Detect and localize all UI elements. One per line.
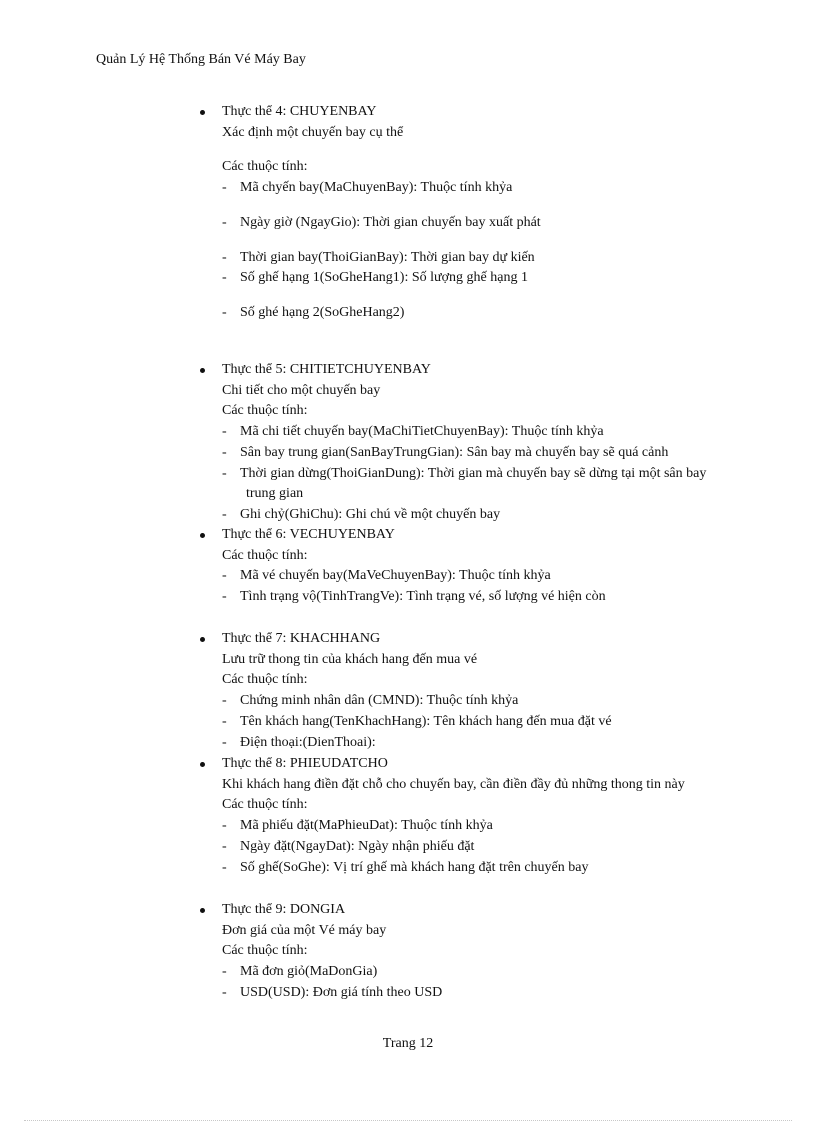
entity-title: Thực thể 6: VECHUYENBAY xyxy=(222,527,395,542)
attribute-item: - Ngày đặt(NgayDat): Ngày nhận phiếu đặt xyxy=(222,838,475,854)
attribute-item: - Thời gian dừng(ThoiGianDung): Thời gian mà chuyến bay sẽ dừng tại một sân bay xyxy=(222,465,707,481)
attribute-item: - Mã vé chuyến bay(MaVeChuyenBay): Thuộc tính khỷa xyxy=(222,568,551,584)
entity-description: Đơn giá của một Vé máy bay xyxy=(222,922,387,938)
entity-title: Thực thể 5: CHITIETCHUYENBAY xyxy=(222,362,431,377)
entity-title: Thực thể 7: KHACHHANG xyxy=(222,631,381,646)
attribute-item: - Mã chi tiết chuyến bay(MaChiTietChuyenBay): Thuộc tính khỷa xyxy=(222,424,604,440)
attribute-item: - Mã đơn giỏ(MaDonGia) xyxy=(222,964,378,980)
bullet-icon xyxy=(200,368,205,373)
bullet-icon xyxy=(200,533,205,538)
entity-section xyxy=(200,525,760,608)
entity-section xyxy=(200,360,760,526)
bullet-icon xyxy=(200,110,205,115)
page-header: Quản Lý Hệ Thống Bán Vé Máy Bay xyxy=(96,52,306,67)
attribute-item: - Ghi chỷ(GhiChu): Ghi chú về một chuyến bay xyxy=(222,506,501,522)
page-bottom-border xyxy=(24,1120,792,1121)
entity-description: Xác định một chuyến bay cụ thể xyxy=(222,124,404,140)
entity-section xyxy=(200,900,760,1004)
attributes-label: Các thuộc tính: xyxy=(222,672,308,688)
attribute-item: - Mã chyến bay(MaChuyenBay): Thuộc tính khỷa xyxy=(222,180,513,196)
bullet-icon xyxy=(200,908,205,913)
attribute-item: - Tình trạng vộ(TinhTrangVe): Tình trạng vé, số lượng vé hiện còn xyxy=(222,589,606,605)
attributes-label: Các thuộc tính: xyxy=(222,159,308,175)
entity-title: Thực thể 4: CHUYENBAY xyxy=(222,104,377,119)
entity-section xyxy=(200,102,760,324)
attribute-item: - Tên khách hang(TenKhachHang): Tên khách hang đến mua đặt vé xyxy=(222,713,612,729)
attributes-label: Các thuộc tính: xyxy=(222,403,308,419)
attributes-label: Các thuộc tính: xyxy=(222,943,308,959)
entity-section xyxy=(200,754,760,878)
attribute-item: - Điện thoại:(DienThoai): xyxy=(222,734,376,750)
attributes-label: Các thuộc tính: xyxy=(222,797,308,813)
bullet-icon xyxy=(200,637,205,642)
attribute-item: - Chứng minh nhân dân (CMND): Thuộc tính khỷa xyxy=(222,693,519,709)
attribute-item: - Mã phiếu đặt(MaPhieuDat): Thuộc tính khỷa xyxy=(222,818,493,834)
attributes-label: Các thuộc tính: xyxy=(222,547,308,563)
attribute-item: - Số ghé hạng 2(SoGheHang2) xyxy=(222,304,405,320)
attribute-item: - Sân bay trung gian(SanBayTrungGian): Sân bay mà chuyến bay sẽ quá cảnh xyxy=(222,444,669,460)
entity-section xyxy=(200,629,760,753)
attribute-item: - Số ghế hạng 1(SoGheHang1): Số lượng ghế hạng 1 xyxy=(222,270,528,286)
bullet-icon xyxy=(200,762,205,767)
attribute-item: - Ngày giờ (NgayGio): Thời gian chuyến bay xuất phát xyxy=(222,214,541,230)
attribute-item: - USD(USD): Đơn giá tính theo USD xyxy=(222,984,443,1000)
entity-title: Thực thể 9: DONGIA xyxy=(222,902,346,917)
page-number: Trang 12 xyxy=(382,1036,434,1051)
attribute-item: - Thời gian bay(ThoiGianBay): Thời gian bay dự kiến xyxy=(222,249,535,265)
entity-description: Khi khách hang điền đặt chỗ cho chuyến bay, cần điền đầy đủ những thong tin này xyxy=(222,776,685,792)
attribute-item: - Số ghế(SoGhe): Vị trí ghế mà khách hang đặt trên chuyến bay xyxy=(222,859,589,875)
attribute-item-continuation: trung gian xyxy=(246,486,304,502)
entity-description: Lưu trữ thong tin của khách hang đến mua vé xyxy=(222,651,478,667)
entity-title: Thực thể 8: PHIEUDATCHO xyxy=(222,756,388,771)
entity-description: Chi tiết cho một chuyến bay xyxy=(222,382,381,398)
